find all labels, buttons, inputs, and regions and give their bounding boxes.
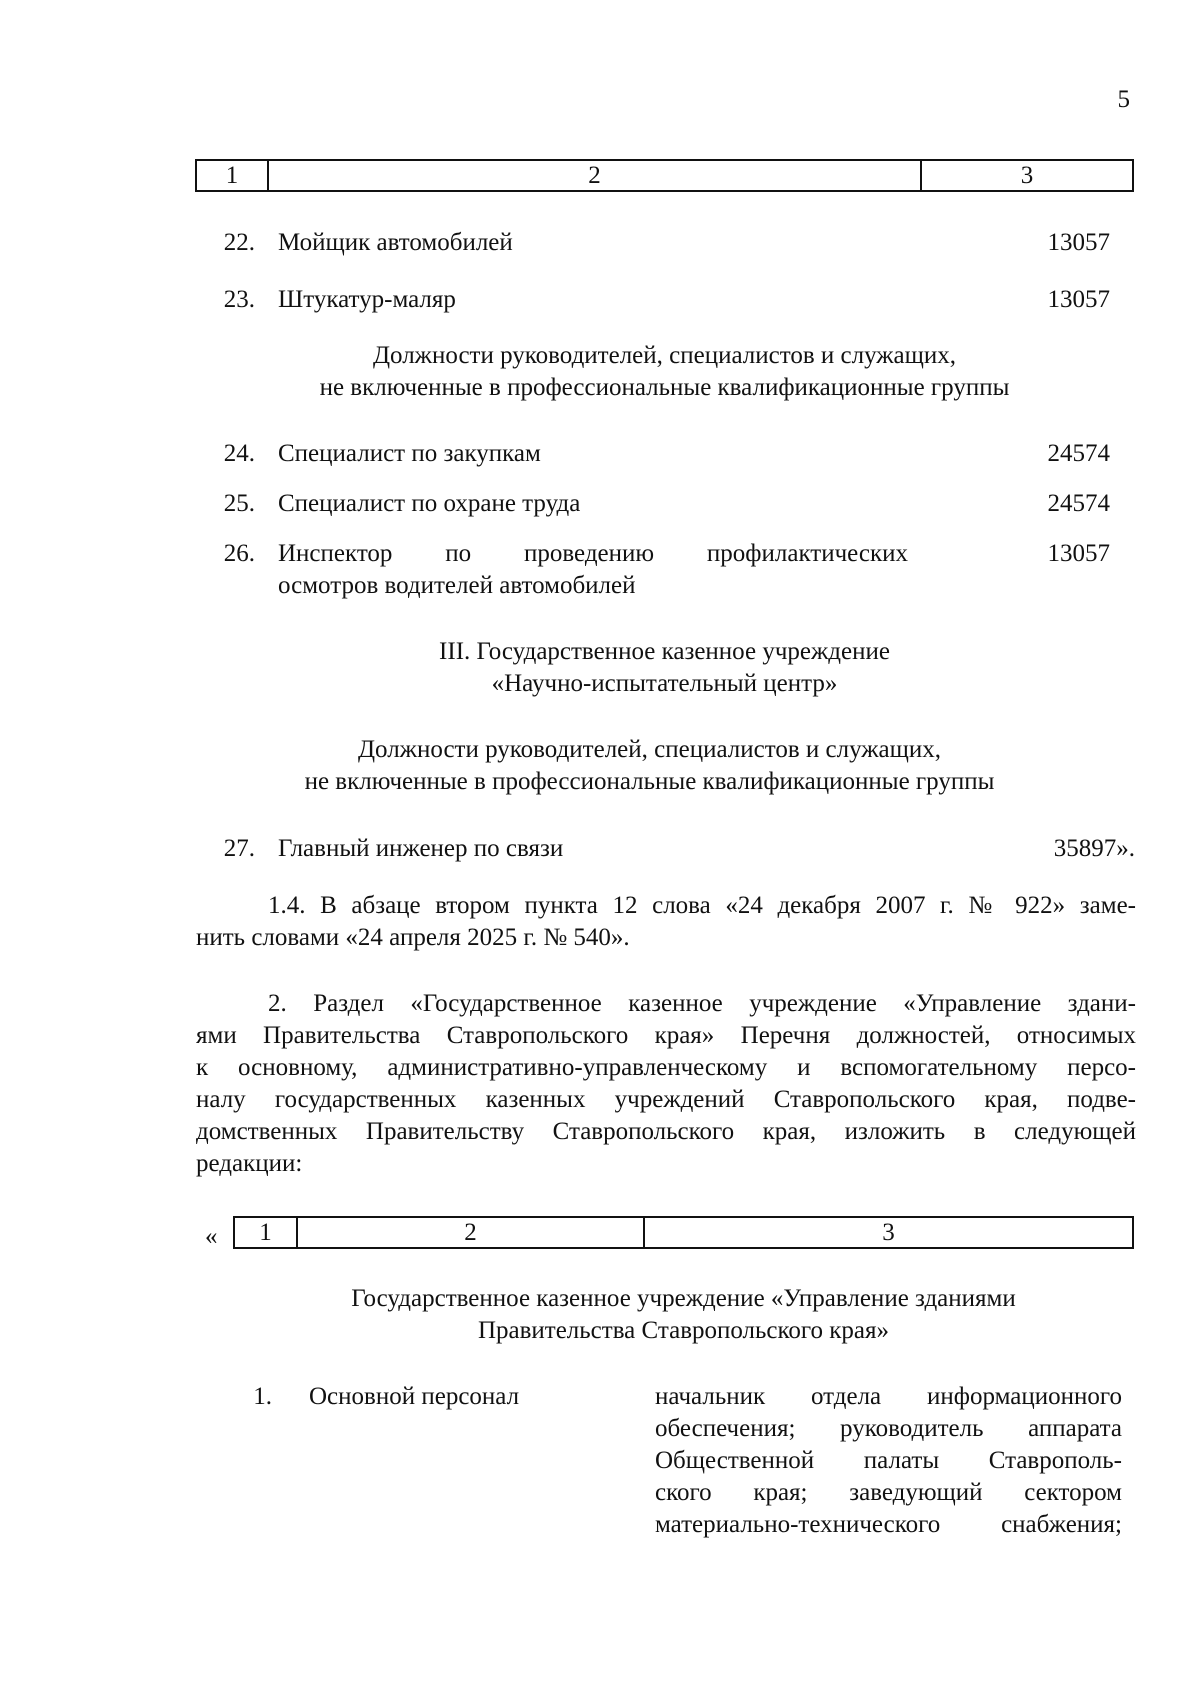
section-heading-line: не включенные в профессиональные квалификационные группы xyxy=(304,768,995,795)
table-row xyxy=(195,284,1110,316)
paragraph-2 xyxy=(196,988,1136,1180)
paragraph-line: налу государственных казенных учреждений Ставропольского края, подве- xyxy=(196,1086,1136,1113)
section-heading xyxy=(180,734,1119,798)
paragraph-line: нить словами «24 апреля 2025 г. № 540». xyxy=(196,924,630,951)
position-line: Общественной палаты Ставрополь- xyxy=(655,1447,1122,1474)
row-value: 13057 xyxy=(1047,229,1110,256)
row-value: 13057 xyxy=(1047,286,1110,313)
row-name: Главный инженер по связи xyxy=(278,835,564,862)
row-name-line: Инспектор по проведению профилактических xyxy=(278,540,908,567)
section-heading-line: не включенные в профессиональные квалификационные группы xyxy=(319,374,1010,401)
section-heading xyxy=(233,1283,1134,1347)
row-name: Штукатур-маляр xyxy=(278,286,456,313)
row-number: 22. xyxy=(223,229,255,256)
header-cell-3: 3 xyxy=(1020,162,1034,189)
row-value: 35897». xyxy=(1053,835,1135,862)
header-cell-1: 1 xyxy=(197,161,269,190)
table-row xyxy=(195,488,1110,520)
table-row xyxy=(195,438,1110,470)
paragraph-line: ями Правительства Ставропольского края» Перечня должностей, относимых xyxy=(196,1022,1136,1049)
header-cell-1: 1 xyxy=(235,1218,298,1247)
table-row xyxy=(0,1381,1200,1551)
row-value: 24574 xyxy=(1047,440,1110,467)
paragraph-1-4 xyxy=(196,890,1136,954)
row-number: 27. xyxy=(223,835,255,862)
row-number: 23. xyxy=(223,286,255,313)
row-number: 25. xyxy=(223,490,255,517)
section-heading-line: «Научно-испытательный центр» xyxy=(491,670,838,697)
section-heading-line: Должности руководителей, специалистов и служащих, xyxy=(372,342,957,369)
row-name: Специалист по охране труда xyxy=(278,490,581,517)
paragraph-line: редакции: xyxy=(196,1150,303,1177)
row-positions xyxy=(655,1381,1122,1541)
header-cell-2: 2 xyxy=(298,1218,645,1247)
position-line: начальник отдела информационного xyxy=(655,1383,1122,1410)
header-table-bottom xyxy=(233,1216,1134,1249)
row-number: 24. xyxy=(223,440,255,467)
paragraph-line: 2. Раздел «Государственное казенное учреждение «Управление здани- xyxy=(268,990,1136,1017)
section-heading xyxy=(195,340,1134,404)
position-line: обеспечения; руководитель аппарата xyxy=(655,1415,1122,1442)
row-name: Мойщик автомобилей xyxy=(278,229,513,256)
header-cell-3: 3 xyxy=(882,1219,895,1246)
row-value: 24574 xyxy=(1047,490,1110,517)
header-table-top xyxy=(195,159,1134,192)
quote-open: « xyxy=(205,1223,218,1250)
paragraph-line: 1.4. В абзаце втором пункта 12 слова «24 декабря 2007 г. № 922» заме- xyxy=(268,892,1136,919)
row-name xyxy=(278,538,908,602)
section-heading-line: Должности руководителей, специалистов и служащих, xyxy=(357,736,942,763)
row-value: 13057 xyxy=(1047,540,1110,567)
table-row xyxy=(195,538,1110,602)
row-number: 26. xyxy=(223,540,255,567)
section-heading-line: III. Государственное казенное учреждение xyxy=(439,638,890,665)
section-heading-line: Государственное казенное учреждение «Управление зданиями xyxy=(351,1285,1016,1312)
row-name: Специалист по закупкам xyxy=(278,440,541,467)
page-number: 5 xyxy=(1117,86,1130,113)
row-category: Основной персонал xyxy=(309,1383,520,1410)
position-line: ского края; заведующий сектором xyxy=(655,1479,1122,1506)
section-iii-heading xyxy=(195,636,1134,700)
row-number: 1. xyxy=(253,1383,272,1410)
table-row xyxy=(195,833,1135,865)
paragraph-line: домственных Правительству Ставропольского края, изложить в следующей xyxy=(196,1118,1136,1145)
row-name-line: осмотров водителей автомобилей xyxy=(278,572,636,599)
header-cell-2: 2 xyxy=(269,161,922,190)
table-row xyxy=(195,227,1110,259)
position-line: материально-технического снабжения; xyxy=(655,1511,1122,1538)
paragraph-line: к основному, административно-управленческому и вспомогательному персо- xyxy=(196,1054,1136,1081)
section-heading-line: Правительства Ставропольского края» xyxy=(477,1317,890,1344)
